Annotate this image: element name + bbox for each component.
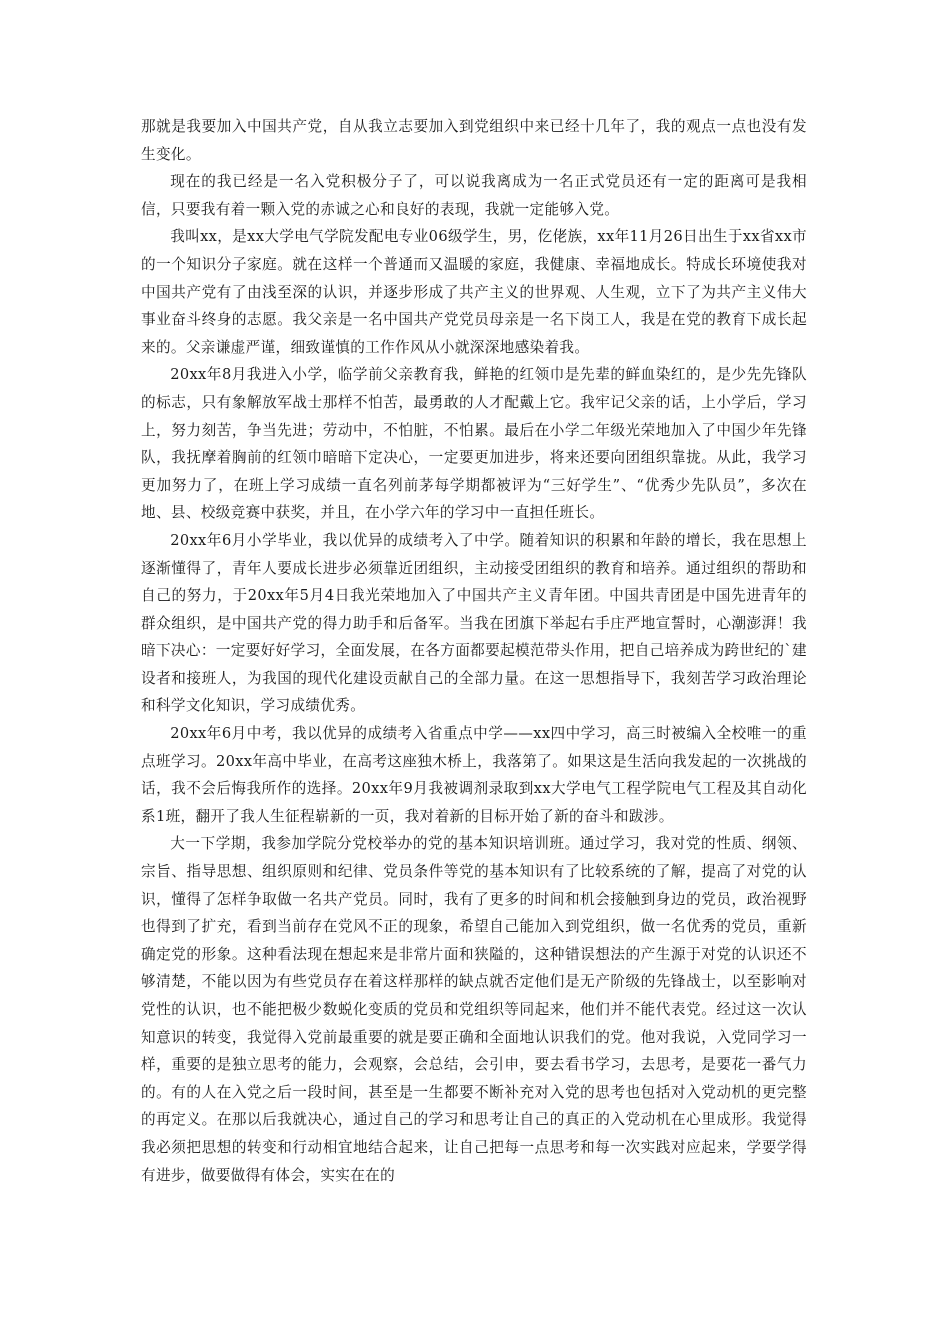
paragraph-4: 20xx年8月我进入小学，临学前父亲教育我，鲜艳的红领巾是先辈的鲜血染红的，是少先先锋队的标志，只有象解放军战士那样不怕苦，最勇敢的人才配戴上它。我牢记父亲的话，上小学后，学习上，努力刻苦，争当先进；劳动中，不怕脏，不怕累。最后在小学二年级光荣地加入了中国少年先锋队，我抚摩着胸前的红领巾暗暗下定决心，一定要更加进步，将来还要向团组织靠拢。从此，我学习更加努力了，在班上学习成绩一直名列前茅每学期都被评为“三好学生”、“优秀少先队员”，多次在地、县、校级竞赛中获奖，并且，在小学六年的学习中一直担任班长。 — [141, 366, 807, 522]
paragraph-3: 我叫xx，是xx大学电气学院发配电专业06级学生，男，仡佬族，xx年11月26日出生于xx省xx市的一个知识分子家庭。就在这样一个普通而又温暖的家庭，我健康、幸福地成长。特成长环境使我对中国共产党有了由浅至深的认识，并逐步形成了共产主义的世界观、人生观，立下了为共产主义伟大事业奋斗终身的志愿。我父亲是一名中国共产党党员母亲是一名下岗工人，我是在党的教育下成长起来的。父亲谦虚严谨，细致谨慎的工作作风从小就深深地感染着我。 — [141, 228, 807, 356]
paragraph-1: 那就是我要加入中国共产党，自从我立志要加入到党组织中来已经十几年了，我的观点一点也没有发生变化。 — [141, 118, 807, 163]
document-body — [141, 113, 807, 1189]
paragraph-7: 大一下学期，我参加学院分党校举办的党的基本知识培训班。通过学习，我对党的性质、纲领、宗旨、指导思想、组织原则和纪律、党员条件等党的基本知识有了比较系统的了解，提高了对党的认识，懂得了怎样争取做一名共产党员。同时，我有了更多的时间和机会接触到身边的党员，政治视野也得到了扩充，看到当前存在党风不正的现象，希望自己能加入到党组织，做一名优秀的党员，重新确定党的形象。这种看法现在想起来是非常片面和狭隘的，这种错误想法的产生源于对党的认识还不够清楚，不能以因为有些党员存在着这样那样的缺点就否定他们是无产阶级的先锋战士，以至影响对党性的认识，也不能把极少数蜕化变质的党员和党组织等同起来，他们并不能代表党。经过这一次认知意识的转变，我觉得入党前最重要的就是要正确和全面地认识我们的党。他对我说，入党同学习一样，重要的是独立思考的能力，会观察，会总结，会引申，要去看书学习，去思考，是要花一番气力的。有的人在入党之后一段时间，甚至是一生都要不断补充对入党的思考也包括对入党动机的更完整的再定义。在那以后我就决心，通过自己的学习和思考让自己的真正的入党动机在心里成形。我觉得我必须把思想的转变和行动相宜地结合起来，让自己把每一点思考和每一次实践对应起来，学要学得有进步，做要做得有体会，实实在在的 — [141, 835, 807, 1184]
paragraph-5: 20xx年6月小学毕业，我以优异的成绩考入了中学。随着知识的积累和年龄的增长，我在思想上逐渐懂得了，青年人要成长进步必须靠近团组织，主动接受团组织的教育和培养。通过组织的帮助和自己的努力，于20xx年5月4日我光荣地加入了中国共产主义青年团。中国共青团是中国先进青年的群众组织，是中国共产党的得力助手和后备军。当我在团旗下举起右手庄严地宣誓时，心潮澎湃！我暗下决心：一定要好好学习，全面发展，在各方面都要起模范带头作用，把自己培养成为跨世纪的`建设者和接班人，为我国的现代化建设贡献自己的全部力量。在这一思想指导下，我刻苦学习政治理论和科学文化知识，学习成绩优秀。 — [141, 531, 807, 715]
paragraph-2: 现在的我已经是一名入党积极分子了，可以说我离成为一名正式党员还有一定的距离可是我相信，只要我有着一颗入党的赤诚之心和良好的表现，我就一定能够入党。 — [141, 173, 807, 218]
paragraph-6: 20xx年6月中考，我以优异的成绩考入省重点中学——xx四中学习，高三时被编入全校唯一的重点班学习。20xx年高中毕业，在高考这座独木桥上，我落第了。如果这是生活向我发起的一次挑战的话，我不会后悔我所作的选择。20xx年9月我被调剂录取到xx大学电气工程学院电气工程及其自动化系1班，翻开了我人生征程崭新的一页，我对着新的目标开始了新的奋斗和跋涉。 — [141, 725, 807, 825]
